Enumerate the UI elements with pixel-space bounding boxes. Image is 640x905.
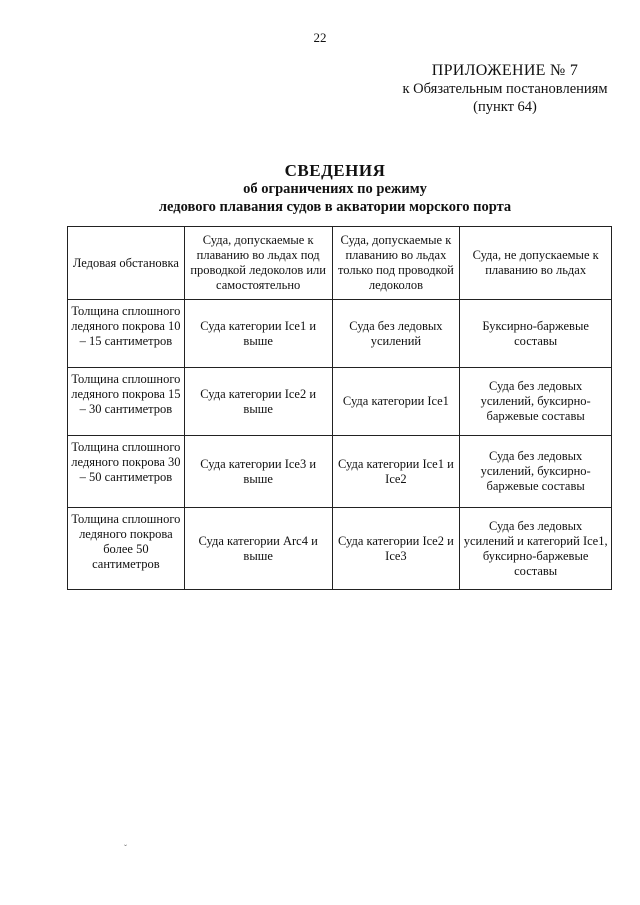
row-allowed-escort: Суда категории Ice1 и Ice2 bbox=[332, 436, 460, 508]
row-condition: Толщина сплошного ледяного покрова 30 – 50 сантиметров bbox=[68, 436, 185, 508]
appendix-block bbox=[380, 62, 630, 116]
row-allowed-independent: Суда категории Ice1 и выше bbox=[184, 300, 332, 368]
table-row bbox=[68, 368, 612, 436]
row-not-allowed: Буксирно-баржевые составы bbox=[460, 300, 612, 368]
table-row bbox=[68, 436, 612, 508]
scan-mark: ˇ bbox=[124, 843, 127, 853]
table-row bbox=[68, 300, 612, 368]
row-allowed-independent: Суда категории Ice3 и выше bbox=[184, 436, 332, 508]
table-header-row bbox=[68, 227, 612, 300]
appendix-title: ПРИЛОЖЕНИЕ № 7 bbox=[431, 62, 579, 79]
row-not-allowed: Суда без ледовых усилений, буксирно-баржевые составы bbox=[460, 436, 612, 508]
header-allowed-escort-only: Суда, допускаемые к плаванию во льдах только под проводкой ледоколов bbox=[332, 227, 460, 300]
heading-subtitle-2: ледового плавания судов в акватории морского порта bbox=[158, 199, 512, 215]
row-allowed-escort: Суда категории Ice2 и Ice3 bbox=[332, 508, 460, 590]
heading-subtitle-1: об ограничениях по режиму bbox=[243, 181, 427, 197]
row-allowed-escort: Суда категории Ice1 bbox=[332, 368, 460, 436]
heading-title: СВЕДЕНИЯ bbox=[284, 161, 386, 180]
row-condition: Толщина сплошного ледяного покрова 10 – 15 сантиметров bbox=[68, 300, 185, 368]
table-row bbox=[68, 508, 612, 590]
row-condition: Толщина сплошного ледяного покрова 15 – 30 сантиметров bbox=[68, 368, 185, 436]
row-allowed-independent: Суда категории Ice2 и выше bbox=[184, 368, 332, 436]
row-not-allowed: Суда без ледовых усилений и категорий Ice1, буксирно-баржевые составы bbox=[460, 508, 612, 590]
row-allowed-independent: Суда категории Arc4 и выше bbox=[184, 508, 332, 590]
row-allowed-escort: Суда без ледовых усилений bbox=[332, 300, 460, 368]
header-not-allowed: Суда, не допускаемые к плаванию во льдах bbox=[460, 227, 612, 300]
row-condition: Толщина сплошного ледяного покрова более 50 сантиметров bbox=[68, 508, 185, 590]
row-not-allowed: Суда без ледовых усилений, буксирно-баржевые составы bbox=[460, 368, 612, 436]
document-heading bbox=[120, 162, 550, 216]
page-number: 22 bbox=[313, 30, 327, 45]
appendix-clause: (пункт 64) bbox=[473, 99, 537, 115]
header-ice-conditions: Ледовая обстановка bbox=[68, 227, 185, 300]
appendix-reference: к Обязательным постановлениям bbox=[402, 81, 608, 97]
ice-restrictions-table bbox=[67, 226, 612, 590]
header-allowed-independent: Суда, допускаемые к плаванию во льдах под проводкой ледоколов или самостоятельно bbox=[184, 227, 332, 300]
